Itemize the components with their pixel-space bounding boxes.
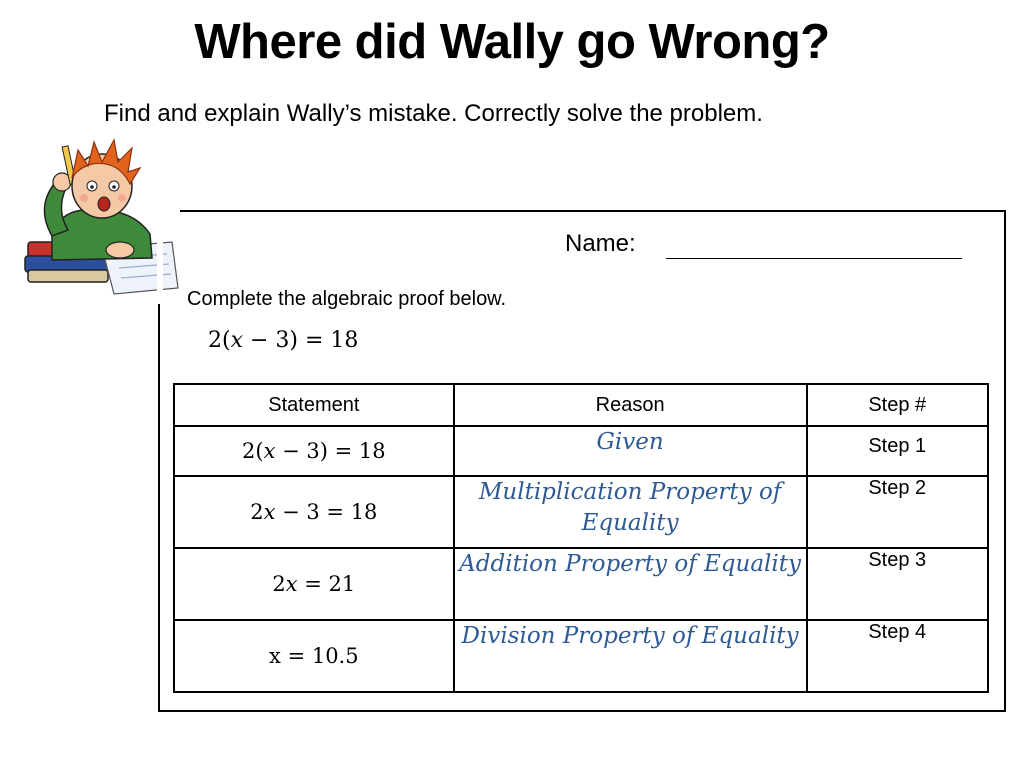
table-row (174, 548, 988, 620)
worksheet-panel (158, 212, 1006, 712)
statement-cell: 2(𝑥 − 3) = 18 (174, 426, 454, 476)
name-field-line[interactable] (666, 258, 962, 259)
reason-cell: Addition Property of Equality (454, 548, 807, 620)
worksheet-border-gap (157, 210, 163, 304)
worksheet-top-border (180, 210, 1006, 212)
table-row (174, 476, 988, 548)
header-statement: Statement (174, 384, 454, 426)
table-row (174, 426, 988, 476)
proof-table (173, 383, 989, 693)
header-step: Step # (807, 384, 988, 426)
reason-cell: Given (454, 426, 807, 476)
reason-cell: Division Property of Equality (454, 620, 807, 692)
step-cell: Step 3 (807, 548, 988, 620)
page-title: Where did Wally go Wrong? (194, 15, 830, 69)
step-cell: Step 2 (807, 476, 988, 548)
statement-cell: 2𝑥 − 3 = 18 (174, 476, 454, 548)
name-label: Name: (565, 230, 636, 257)
page-subtitle: Find and explain Wally’s mistake. Correctly solve the problem. (104, 100, 763, 127)
statement-cell: 2𝑥 = 21 (174, 548, 454, 620)
step-cell: Step 4 (807, 620, 988, 692)
problem-equation: 2(𝑥 − 3) = 18 (208, 328, 359, 353)
table-header-row (174, 384, 988, 426)
statement-cell: x = 10.5 (174, 620, 454, 692)
step-cell: Step 1 (807, 426, 988, 476)
instruction-text: Complete the algebraic proof below. (187, 288, 507, 310)
header-reason: Reason (454, 384, 807, 426)
table-row (174, 620, 988, 692)
reason-cell: Multiplication Property of Equality (454, 476, 807, 548)
